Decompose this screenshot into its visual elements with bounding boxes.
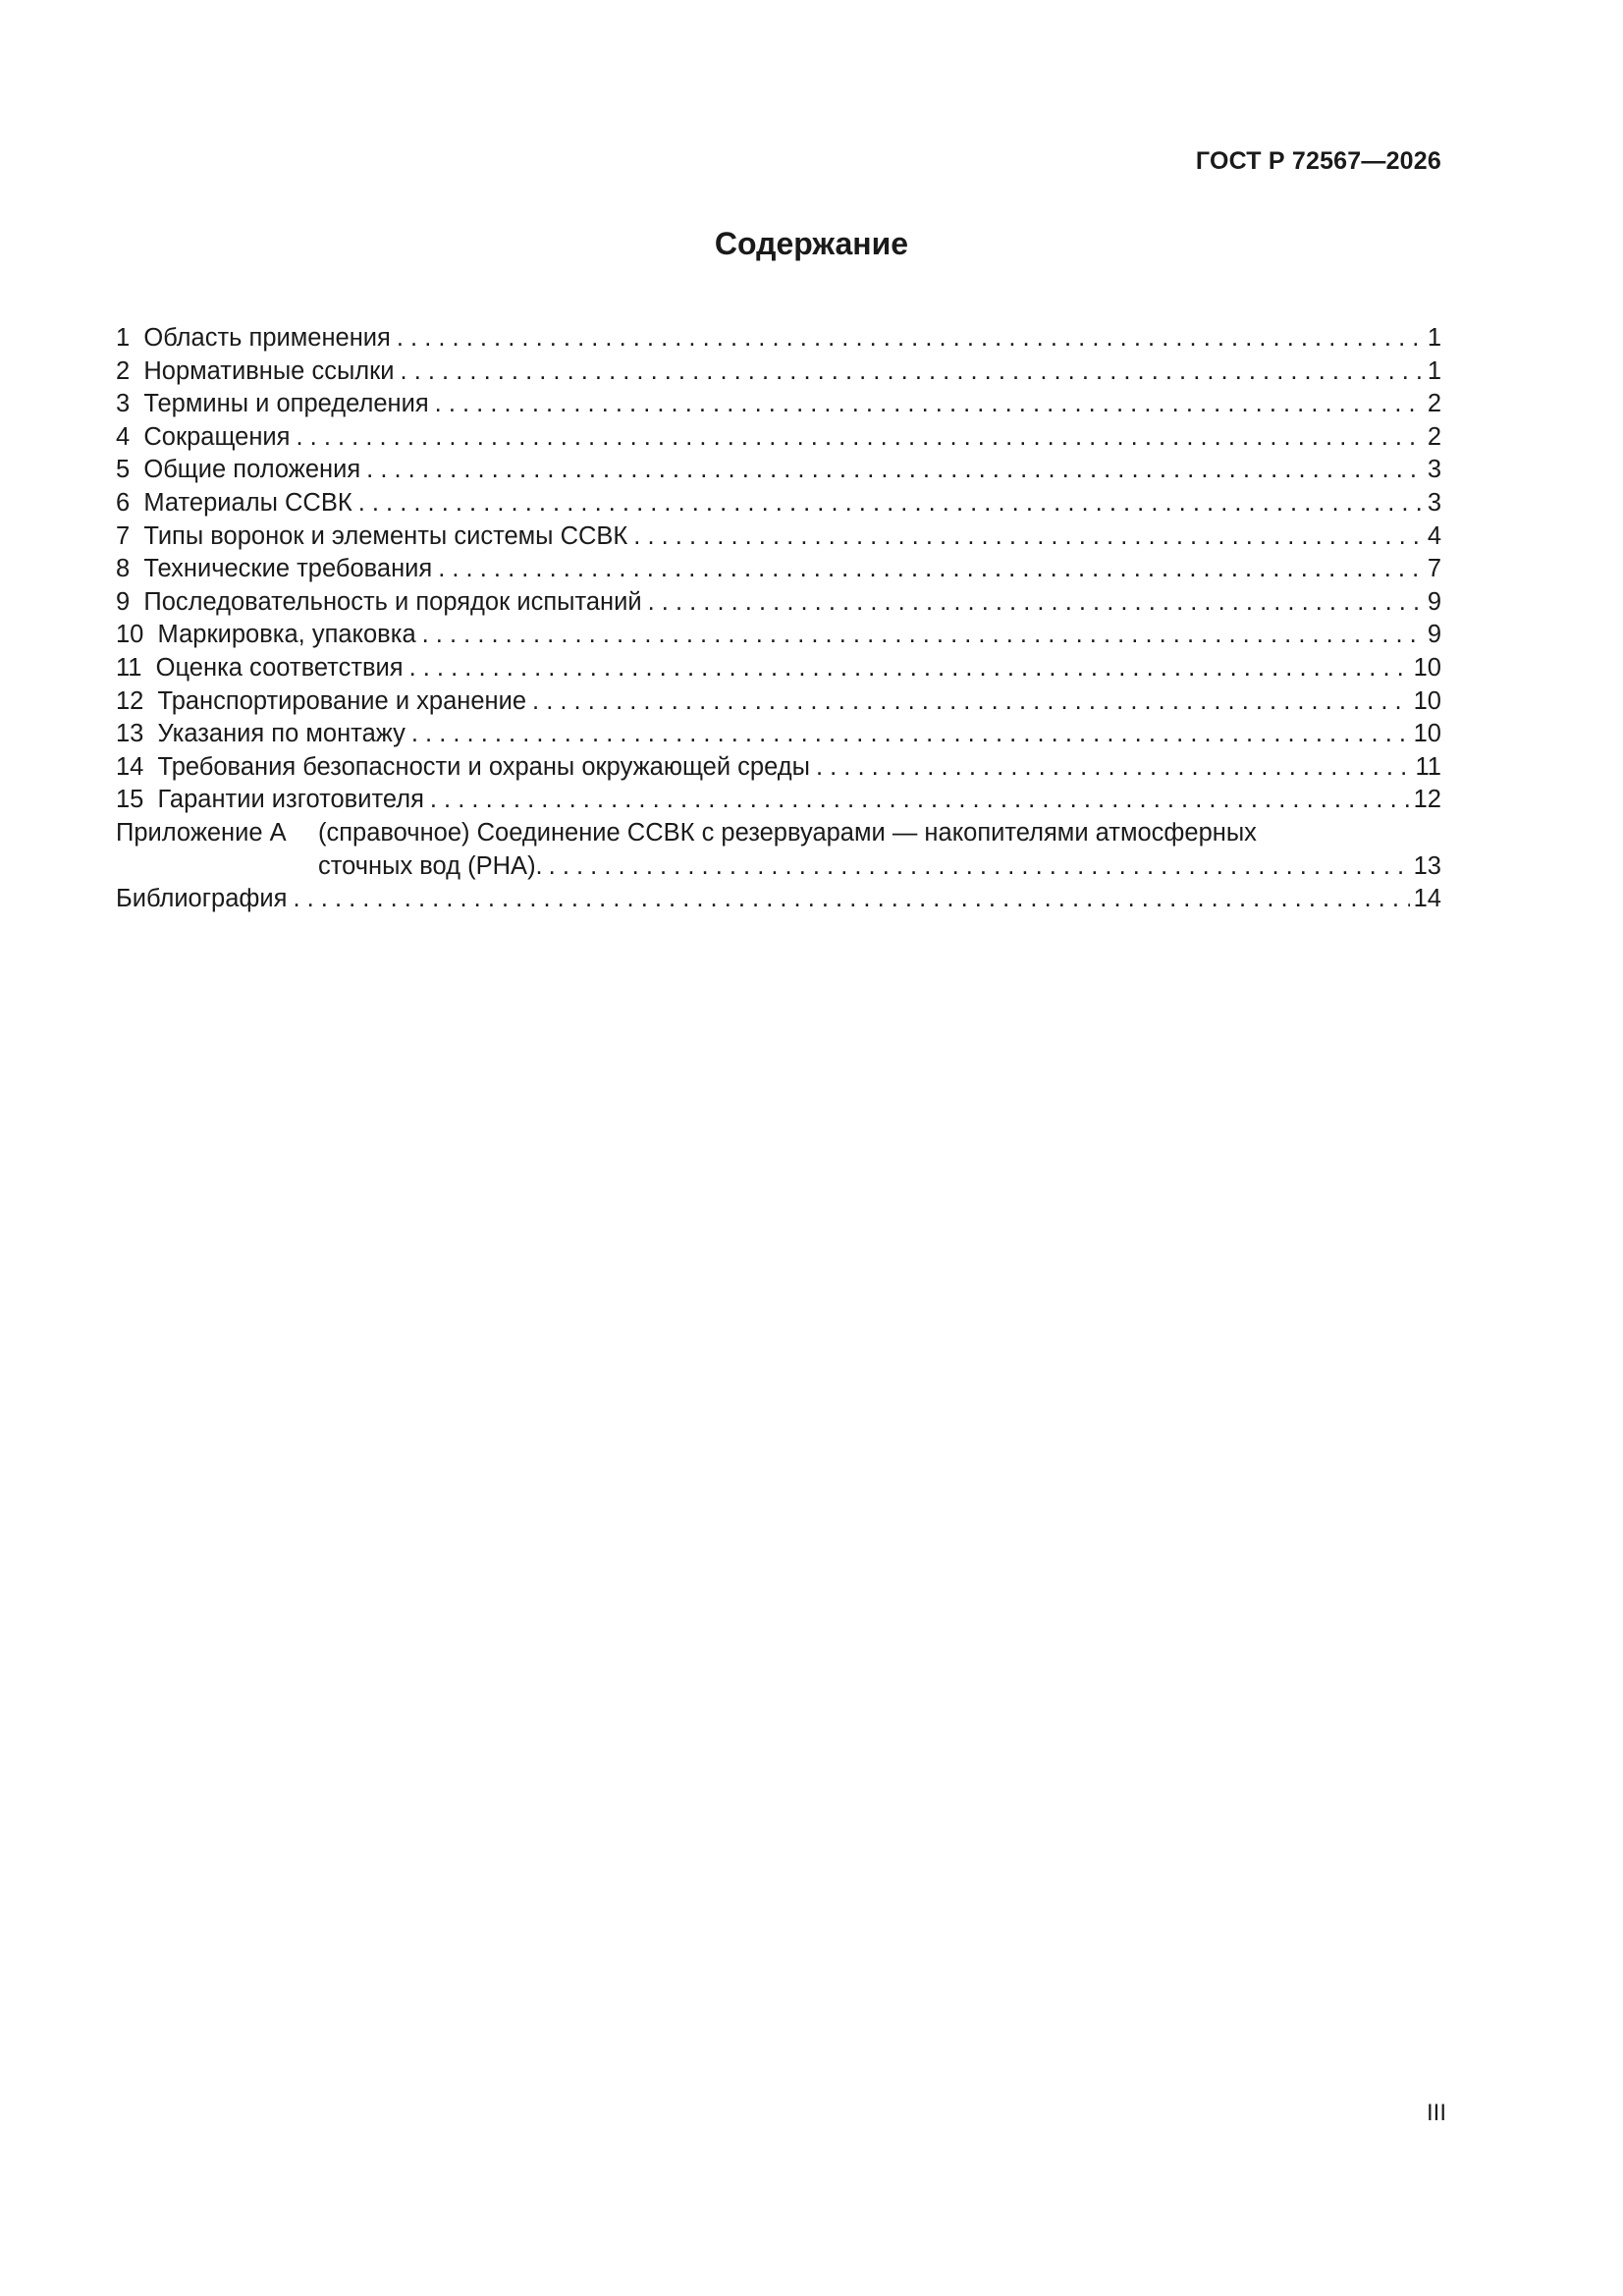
toc-number: 5 [116,456,131,484]
toc-page: 10 [1413,686,1441,715]
toc-entry-10[interactable] [116,619,1441,652]
toc-page: 11 [1415,752,1441,781]
toc-number: 1 [116,324,131,352]
toc-entry-bibliography[interactable] [116,883,1441,916]
toc-page: 3 [1427,488,1441,517]
toc-entry-3[interactable] [116,388,1441,421]
toc-leader [358,487,1424,520]
toc-number: 14 [116,752,144,781]
toc-entry-5[interactable] [116,454,1441,487]
toc-leader [411,718,1410,751]
toc-leader [293,883,1409,916]
toc-entry-13[interactable] [116,718,1441,751]
toc-number: 15 [116,786,144,814]
toc-label: Требования безопасности и охраны окружающей среды [157,752,810,781]
toc-number: 7 [116,521,131,550]
toc-entry-2[interactable] [116,355,1441,389]
toc-label: Гарантии изготовителя [157,786,424,814]
annex-prefix: Приложение А [116,818,287,847]
toc-leader [409,652,1410,685]
toc-leader [435,388,1424,421]
annex-title-line1: (справочное) Соединение ССВК с резервуарами — накопителями атмосферных [318,818,1257,847]
toc-leader [430,784,1410,817]
toc-page: 9 [1427,621,1441,649]
toc-page: 1 [1427,324,1441,352]
toc-entry-1[interactable] [116,322,1441,355]
toc-page: 2 [1427,422,1441,451]
toc-leader [297,421,1424,455]
toc-entry-11[interactable] [116,652,1441,685]
toc-label: Типы воронок и элементы системы ССВК [143,521,628,550]
toc-entry-9[interactable] [116,586,1441,620]
toc-label: Нормативные ссылки [143,356,395,385]
toc-label: Материалы ССВК [143,488,352,517]
toc-number: 2 [116,356,131,385]
toc-page: 1 [1427,356,1441,385]
toc-page: 12 [1413,786,1441,814]
toc-label: Последовательность и порядок испытаний [143,587,642,616]
toc-number: 10 [116,621,144,649]
toc-page: 3 [1427,456,1441,484]
toc-entry-15[interactable] [116,784,1441,817]
toc-leader [366,454,1424,487]
toc-leader [816,751,1412,785]
toc-label: Термины и определения [143,390,429,418]
toc-label: Библиография [116,885,288,913]
toc-label: Общие положения [143,456,361,484]
toc-leader [397,322,1424,355]
toc-label: Сокращения [143,422,291,451]
toc-page: 4 [1427,521,1441,550]
toc-label: Область применения [143,324,391,352]
annex-title-line2: сточных вод (РНА). [318,851,543,880]
toc-page: 7 [1427,555,1441,583]
toc-leader [633,520,1424,554]
doc-code: ГОСТ Р 72567—2026 [1195,147,1441,175]
toc-entry-6[interactable] [116,487,1441,520]
toc-label: Оценка соответствия [155,653,404,682]
page-number: III [1426,2100,1446,2126]
toc-entry-14[interactable] [116,751,1441,785]
toc-label: Указания по монтажу [157,720,406,748]
toc-number: 11 [116,653,142,682]
toc-entry-7[interactable] [116,520,1441,554]
toc-number: 13 [116,720,144,748]
toc-page: 2 [1427,390,1441,418]
table-of-contents [116,322,1441,916]
toc-page: 10 [1413,653,1441,682]
toc-number: 12 [116,686,144,715]
toc-page: 14 [1413,885,1441,913]
toc-title: Содержание [714,226,909,261]
toc-entry-4[interactable] [116,421,1441,455]
toc-leader [401,355,1424,389]
toc-number: 6 [116,488,131,517]
toc-page: 10 [1413,720,1441,748]
toc-page: 13 [1413,851,1441,880]
toc-entry-12[interactable] [116,685,1441,719]
toc-leader [648,586,1424,620]
toc-leader [438,553,1424,586]
toc-entry-annex-a[interactable] [116,817,1441,883]
toc-label: Транспортирование и хранение [157,686,527,715]
toc-leader [422,619,1424,652]
toc-entry-8[interactable] [116,553,1441,586]
toc-number: 3 [116,390,131,418]
toc-number: 9 [116,587,131,616]
toc-label: Технические требования [143,555,433,583]
toc-leader [549,850,1410,884]
toc-page: 9 [1427,587,1441,616]
toc-number: 4 [116,422,131,451]
toc-label: Маркировка, упаковка [157,621,416,649]
toc-number: 8 [116,555,131,583]
toc-leader [532,685,1410,719]
